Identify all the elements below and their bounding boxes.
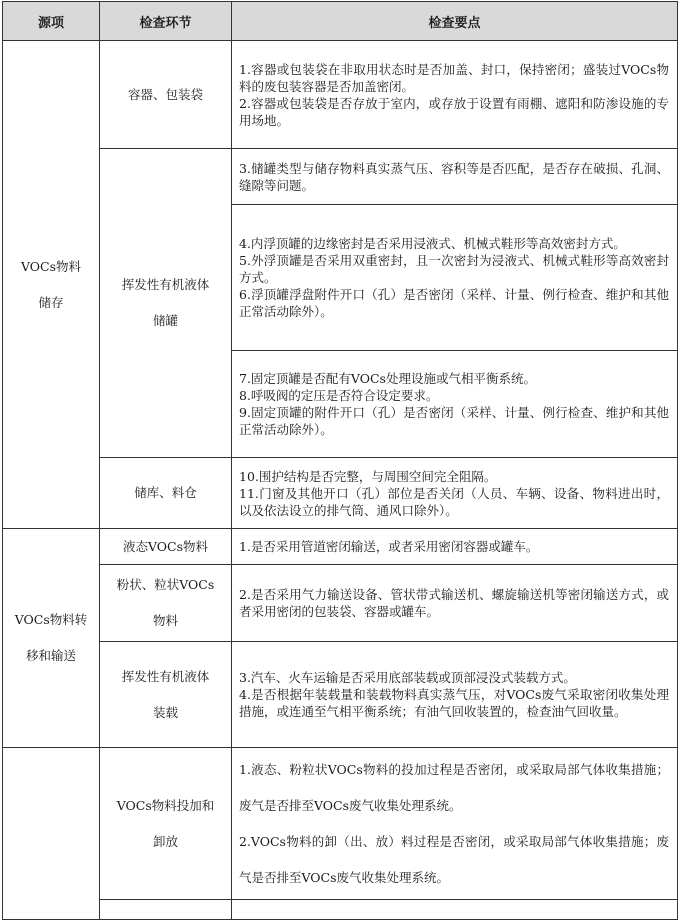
key-point: 3.储罐类型与储存物料真实蒸气压、容积等是否匹配，是否存在破损、孔洞、缝隙等问题。	[239, 160, 669, 193]
key-point: 11.门窗及其他开口（孔）部位是否关闭（人员、车辆、设备、物料进出时，以及依法设立的排气筒、通风口除外）。	[239, 485, 669, 518]
step-label-line: 挥发性有机液体	[121, 277, 210, 292]
table-row	[3, 748, 678, 900]
key-point: 1.容器或包装袋在非取用状态时是否加盖、封口，保持密闭；盛装过VOCs物料的废包装容器是否加盖密闭。	[239, 61, 669, 94]
header-key-points: 检查要点	[232, 2, 678, 41]
source-label-line: VOCs物料	[20, 258, 82, 274]
key-cell-powder	[232, 565, 678, 642]
step-cell-loading	[100, 642, 232, 748]
key-point: 2.是否采用气力输送设备、管状带式输送机、螺旋输送机等密闭输送方式，或者采用密闭的包装袋、容器或罐车。	[239, 587, 669, 619]
key-cell-next	[232, 900, 678, 920]
table-row	[3, 642, 678, 748]
step-label-line: 储罐	[152, 313, 178, 328]
key-point: 1.液态、粉粒状VOCs物料的投加过程是否密闭，或采取局部气体收集措施；废气是否排至VOCs废气收集处理系统。	[239, 761, 669, 813]
header-step: 检查环节	[100, 2, 232, 41]
step-label-line: 挥发性有机液体	[121, 668, 210, 684]
key-cell-fixed-roof	[232, 351, 678, 458]
step-label-line: VOCs物料投加和	[116, 797, 215, 813]
header-row	[3, 2, 678, 41]
key-point: 9.固定顶罐的附件开口（孔）是否密闭（采样、计量、例行检查、维护和其他正常活动除外）。	[239, 405, 669, 437]
table-row	[3, 41, 678, 149]
table-row	[3, 529, 678, 565]
source-label-line: 储存	[38, 294, 64, 310]
key-point: 2.VOCs物料的卸（出、放）料过程是否密闭，或采取局部气体收集措施；废气是否排至VOCs废气收集处理系统。	[239, 833, 669, 885]
source-label-line: 移和输送	[25, 648, 76, 663]
key-cell-tank-type	[232, 149, 678, 205]
key-cell-feed	[232, 748, 678, 900]
step-cell-liquid: 液态VOCs物料	[100, 529, 232, 565]
table-row	[3, 565, 678, 642]
source-cell-storage	[3, 41, 100, 529]
key-point: 5.外浮顶罐是否采用双重密封，且一次密封为浸液式、机械式鞋形等高效密封方式。	[239, 253, 669, 285]
step-cell-tank	[100, 149, 232, 458]
table-row	[3, 149, 678, 205]
key-point: 4.是否根据年装载量和装载物料真实蒸气压，对VOCs废气采取密闭收集处理措施，或连通至气相平衡系统；有油气回收装置的，检查油气回收量。	[239, 687, 669, 719]
step-cell-warehouse: 储库、料仓	[100, 458, 232, 529]
key-cell-floating-roof	[232, 205, 678, 351]
key-cell-warehouse	[232, 458, 678, 529]
source-cell-transfer	[3, 529, 100, 748]
step-cell-powder	[100, 565, 232, 642]
step-cell-feed	[100, 748, 232, 900]
key-point: 7.固定顶罐是否配有VOCs处理设施或气相平衡系统。	[239, 371, 536, 386]
step-cell-next	[100, 900, 232, 920]
key-point: 10.围护结构是否完整，与周围空间完全阻隔。	[239, 468, 497, 484]
step-label-line: 卸放	[152, 833, 178, 849]
header-source: 源项	[3, 2, 100, 41]
step-cell-container: 容器、包装袋	[100, 41, 232, 149]
key-point: 3.汽车、火车运输是否采用底部装载或顶部浸没式装载方式。	[239, 670, 576, 685]
key-point: 2.容器或包装袋是否存放于室内，或存放于设置有雨棚、遮阳和防渗设施的专用场地。	[239, 95, 669, 128]
key-point: 8.呼吸阀的定压是否符合设定要求。	[239, 388, 439, 403]
step-label-line: 粉状、粒状VOCs	[116, 577, 215, 592]
source-cell-process	[3, 748, 100, 920]
key-cell-loading	[232, 642, 678, 748]
inspection-table	[2, 1, 678, 920]
table-row	[3, 900, 678, 920]
step-label-line: 物料	[152, 613, 178, 628]
table-row	[3, 458, 678, 529]
key-cell-liquid	[232, 529, 678, 565]
step-label-line: 装载	[152, 704, 178, 720]
key-point: 4.内浮顶罐的边缘密封是否采用浸液式、机械式鞋形等高效密封方式。	[239, 236, 626, 251]
key-cell-container	[232, 41, 678, 149]
key-point: 1.是否采用管道密闭输送，或者采用密闭容器或罐车。	[239, 539, 539, 554]
source-label-line: VOCs物料转	[14, 612, 88, 627]
key-point: 6.浮顶罐浮盘附件开口（孔）是否密闭（采样、计量、例行检查、维护和其他正常活动除外）。	[239, 287, 669, 319]
